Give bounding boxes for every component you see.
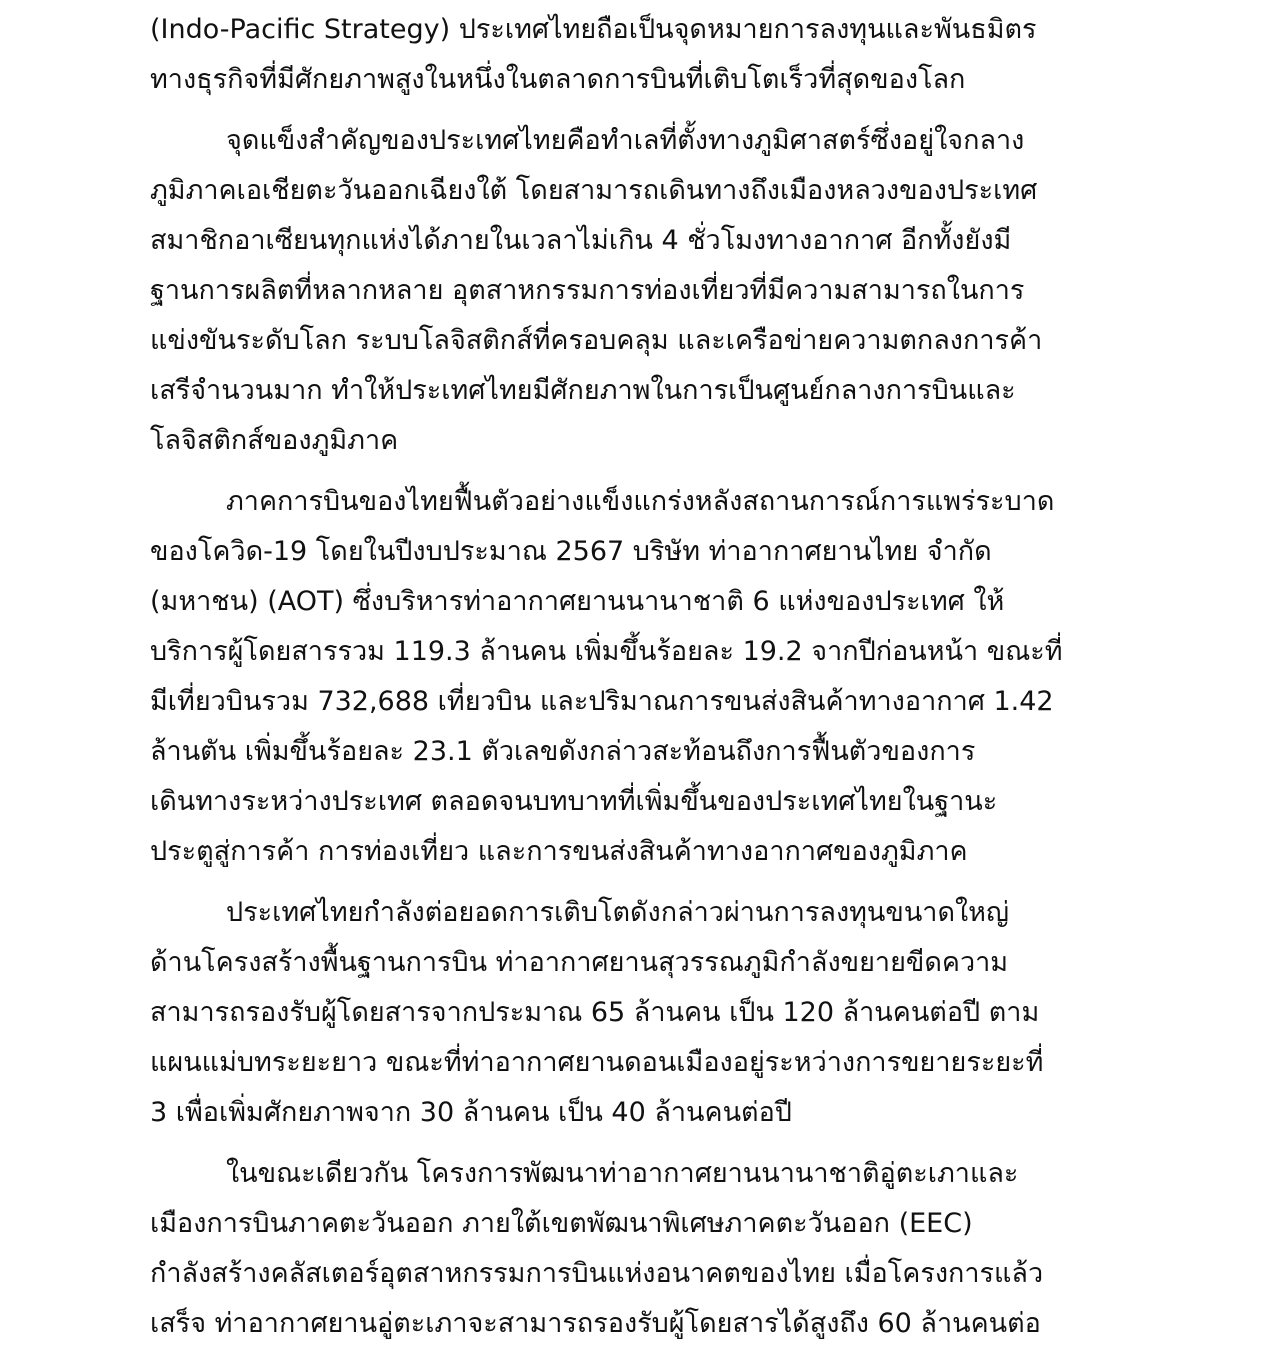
text-line: บริการผู้โดยสารรวม 119.3 ล้านคน เพิ่มขึ้นร้อยละ 19.2 จากปีก่อนหน้า ขณะที่	[150, 636, 1063, 667]
text-line: ประตูสู่การค้า การท่องเที่ยว และการขนส่งสินค้าทางอากาศของภูมิภาค	[150, 836, 968, 867]
text-line: แข่งขันระดับโลก ระบบโลจิสติกส์ที่ครอบคลุม และเครือข่ายความตกลงการค้า	[150, 325, 1043, 356]
text-line: 3 เพื่อเพิ่มศักยภาพจาก 30 ล้านคน เป็น 40 ล้านคนต่อปี	[150, 1097, 792, 1128]
text-line: จุดแข็งสำคัญของประเทศไทยคือทำเลที่ตั้งทางภูมิศาสตร์ซึ่งอยู่ใจกลาง	[226, 125, 1025, 156]
document-body	[150, 5, 1140, 1349]
paragraph-utapao-eec	[150, 1149, 1140, 1349]
text-line: โลจิสติกส์ของภูมิภาค	[150, 425, 399, 456]
text-line: สามารถรองรับผู้โดยสารจากประมาณ 65 ล้านคน เป็น 120 ล้านคนต่อปี ตาม	[150, 997, 1040, 1028]
text-line: กำลังสร้างคลัสเตอร์อุตสาหกรรมการบินแห่งอนาคตของไทย เมื่อโครงการแล้ว	[150, 1258, 1044, 1289]
text-line: มีเที่ยวบินรวม 732,688 เที่ยวบิน และปริมาณการขนส่งสินค้าทางอากาศ 1.42	[150, 686, 1054, 717]
text-line: ล้านตัน เพิ่มขึ้นร้อยละ 23.1 ตัวเลขดังกล่าวสะท้อนถึงการฟื้นตัวของการ	[150, 736, 976, 767]
paragraph-aviation-recovery	[150, 477, 1140, 877]
text-line: ทางธุรกิจที่มีศักยภาพสูงในหนึ่งในตลาดการบินที่เติบโตเร็วที่สุดของโลก	[150, 64, 966, 95]
text-line: แผนแม่บทระยะยาว ขณะที่ท่าอากาศยานดอนเมืองอยู่ระหว่างการขยายระยะที่	[150, 1047, 1044, 1078]
text-line: เสร็จ ท่าอากาศยานอู่ตะเภาจะสามารถรองรับผู้โดยสารได้สูงถึง 60 ล้านคนต่อ	[150, 1308, 1041, 1339]
text-line: (Indo-Pacific Strategy) ประเทศไทยถือเป็นจุดหมายการลงทุนและพันธมิตร	[150, 14, 1037, 45]
text-line: สมาชิกอาเซียนทุกแห่งได้ภายในเวลาไม่เกิน 4 ชั่วโมงทางอากาศ อีกทั้งยังมี	[150, 225, 1012, 256]
paragraph-geographic-strength	[150, 116, 1140, 466]
text-line: ประเทศไทยกำลังต่อยอดการเติบโตดังกล่าวผ่านการลงทุนขนาดใหญ่	[226, 897, 1009, 928]
text-line: ภาคการบินของไทยฟื้นตัวอย่างแข็งแกร่งหลังสถานการณ์การแพร่ระบาด	[226, 486, 1055, 517]
paragraph-indo-pacific-continuation	[150, 5, 1140, 105]
text-line: ด้านโครงสร้างพื้นฐานการบิน ท่าอากาศยานสุวรรณภูมิกำลังขยายขีดความ	[150, 947, 1009, 978]
text-line: เดินทางระหว่างประเทศ ตลอดจนบทบาทที่เพิ่มขึ้นของประเทศไทยในฐานะ	[150, 786, 998, 817]
text-line: เมืองการบินภาคตะวันออก ภายใต้เขตพัฒนาพิเศษภาคตะวันออก (EEC)	[150, 1208, 973, 1239]
text-line: เสรีจำนวนมาก ทำให้ประเทศไทยมีศักยภาพในการเป็นศูนย์กลางการบินและ	[150, 375, 1016, 406]
text-line: ฐานการผลิตที่หลากหลาย อุตสาหกรรมการท่องเที่ยวที่มีความสามารถในการ	[150, 275, 1025, 306]
paragraph-infrastructure-investment	[150, 888, 1140, 1138]
text-line: (มหาชน) (AOT) ซึ่งบริหารท่าอากาศยานนานาชาติ 6 แห่งของประเทศ ให้	[150, 586, 1005, 617]
text-line: ในขณะเดียวกัน โครงการพัฒนาท่าอากาศยานนานาชาติอู่ตะเภาและ	[226, 1158, 1019, 1189]
text-line: ของโควิด-19 โดยในปีงบประมาณ 2567 บริษัท ท่าอากาศยานไทย จำกัด	[150, 536, 992, 567]
text-line: ภูมิภาคเอเชียตะวันออกเฉียงใต้ โดยสามารถเดินทางถึงเมืองหลวงของประเทศ	[150, 175, 1038, 206]
